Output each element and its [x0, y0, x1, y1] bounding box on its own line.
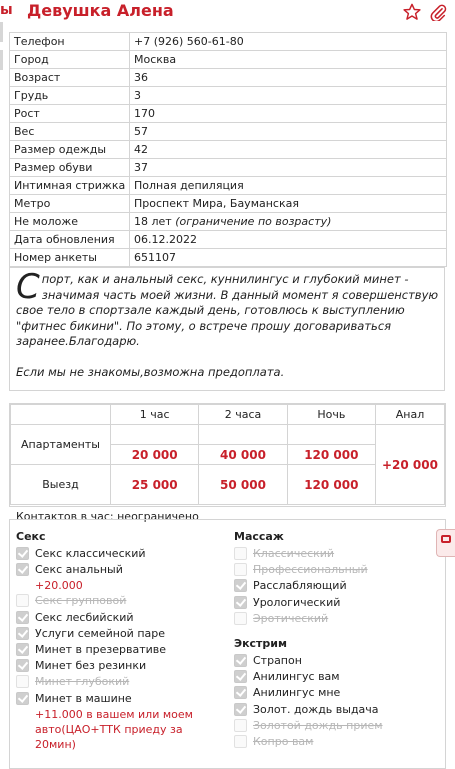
service-label: Минет в презервативе: [35, 642, 167, 656]
info-row: Возраст 36: [10, 69, 447, 87]
contacts-per-hour: Контактов в час: неограничено: [16, 510, 199, 523]
service-item: [234, 702, 434, 718]
checkbox-icon: [16, 627, 29, 640]
price-value: 120 000: [287, 445, 375, 465]
info-row: Размер одежды 42: [10, 141, 447, 159]
service-item: [234, 562, 434, 578]
service-label: Секс лесбийский: [35, 610, 134, 624]
profile-header: [0, 0, 455, 26]
checkbox-icon: [16, 659, 29, 672]
service-item: [234, 685, 434, 701]
service-item: [16, 546, 226, 562]
service-label: Анилингус мне: [253, 686, 341, 700]
info-row: Город Москва: [10, 51, 447, 69]
section-title: Секс: [16, 530, 46, 543]
service-item: [234, 718, 434, 734]
info-row: Не моложе 18 лет (ограничение по возрасту): [10, 213, 447, 231]
service-item: [234, 595, 434, 611]
left-edge-tab: [0, 50, 3, 70]
description-note: Если мы не знакомы,возможна предоплата.: [16, 364, 285, 379]
service-label: Золот. дождь выдача: [253, 702, 379, 716]
service-label: Профессиональный: [253, 563, 368, 577]
info-row: Размер обуви 37: [10, 159, 447, 177]
service-label: Услуги семейной паре: [35, 626, 165, 640]
chat-icon[interactable]: [436, 529, 455, 557]
service-label: Анилингус вам: [253, 670, 340, 684]
price-value: 120 000: [287, 465, 375, 505]
price-header: Ночь: [287, 405, 375, 425]
info-row: Дата обновления 06.12.2022: [10, 231, 447, 249]
price-value: 20 000: [111, 445, 199, 465]
service-item: [16, 562, 226, 578]
massage-extreme-services: [234, 530, 434, 750]
info-row: Интимная стрижка Полная депиляция: [10, 177, 447, 195]
service-item: [16, 658, 226, 674]
checkbox-icon: [234, 735, 247, 748]
price-row-label: Выезд: [11, 465, 111, 505]
services-panel: [9, 519, 446, 769]
price-header: Анал: [376, 405, 445, 425]
checkbox-icon: [16, 675, 29, 688]
service-extra-price: +20.000: [35, 579, 83, 593]
checkbox-icon: [234, 579, 247, 592]
checkbox-icon: [234, 686, 247, 699]
title-fragment: ы: [0, 2, 13, 18]
price-table: [9, 403, 446, 523]
checkbox-icon: [234, 563, 247, 576]
info-row: Вес 57: [10, 123, 447, 141]
price-header: 2 часа: [199, 405, 287, 425]
section-title: Экстрим: [234, 636, 288, 650]
checkbox-icon: [16, 547, 29, 560]
left-edge-tab: [0, 22, 3, 42]
sex-services: [16, 530, 226, 752]
checkbox-icon: [234, 670, 247, 683]
checkbox-icon: [234, 547, 247, 560]
service-label: Минет глубокий: [35, 675, 130, 689]
service-label: Урологический: [253, 595, 341, 609]
info-row: Грудь 3: [10, 87, 447, 105]
service-label: Секс классический: [35, 547, 146, 560]
service-label: Классический: [253, 547, 335, 560]
service-item: [16, 674, 226, 690]
description-text: порт, как и анальный секс, куннилингус и глубокий минет - значимая часть моей жизни. В данный момент я совершенствую свое тело в спортзале каждый день, готовлюсь к выступлению "фитнес бикини". По этому, о встрече прошу договариваться заранее.Благодарю.: [16, 272, 439, 348]
star-icon[interactable]: [403, 3, 421, 21]
service-label: Минет без резинки: [35, 659, 147, 673]
checkbox-icon: [16, 563, 29, 576]
checkbox-icon: [234, 612, 247, 625]
service-item: [234, 611, 434, 627]
price-header: 1 час: [111, 405, 199, 425]
checkbox-icon: [16, 611, 29, 624]
service-extra-price: +11.000 в вашем или моем авто(ЦАО+ТТК приеду за 20мин): [35, 707, 193, 751]
price-value: 50 000: [199, 465, 287, 505]
service-label: Минет в машине: [35, 691, 132, 705]
checkbox-icon: [234, 654, 247, 667]
info-row: Рост 170: [10, 105, 447, 123]
price-value: 40 000: [199, 445, 287, 465]
service-label: Секс анальный: [35, 563, 123, 577]
checkbox-icon: [16, 594, 29, 607]
service-item: [234, 734, 434, 750]
price-value: 25 000: [111, 465, 199, 505]
service-label: Страпон: [253, 653, 302, 667]
service-item: [16, 626, 226, 642]
page-title: Девушка Алена: [27, 1, 174, 20]
service-item: [234, 546, 434, 562]
service-label: Расслабляющий: [253, 579, 347, 593]
price-row-label: Апартаменты: [11, 425, 111, 465]
paperclip-icon[interactable]: [428, 3, 448, 21]
drop-cap: С: [16, 267, 40, 307]
checkbox-icon: [234, 703, 247, 716]
age-note: (ограничение по возрасту): [175, 215, 332, 228]
service-label: Секс групповой: [35, 594, 127, 608]
service-item: [16, 691, 226, 707]
anal-price: +20 000: [376, 425, 445, 505]
service-item: [234, 669, 434, 685]
age-value: 18 лет: [134, 215, 172, 228]
info-row: Номер анкеты 651107: [10, 249, 447, 267]
service-label: Эротический: [253, 611, 329, 625]
service-item: [16, 593, 226, 609]
service-item: [234, 653, 434, 669]
checkbox-icon: [16, 692, 29, 705]
checkbox-icon: [234, 719, 247, 732]
profile-description: [9, 267, 445, 391]
info-row: Телефон +7 (926) 560-61-80: [10, 33, 447, 51]
service-label: Копро вам: [253, 734, 314, 748]
profile-info-table: [9, 32, 447, 267]
checkbox-icon: [234, 596, 247, 609]
service-item: [16, 610, 226, 626]
service-label: Золотой дождь прием: [253, 718, 383, 732]
section-title: Массаж: [234, 530, 284, 543]
service-item: [16, 642, 226, 658]
checkbox-icon: [16, 643, 29, 656]
service-item: [234, 578, 434, 594]
info-row: Метро Проспект Мира, Бауманская: [10, 195, 447, 213]
